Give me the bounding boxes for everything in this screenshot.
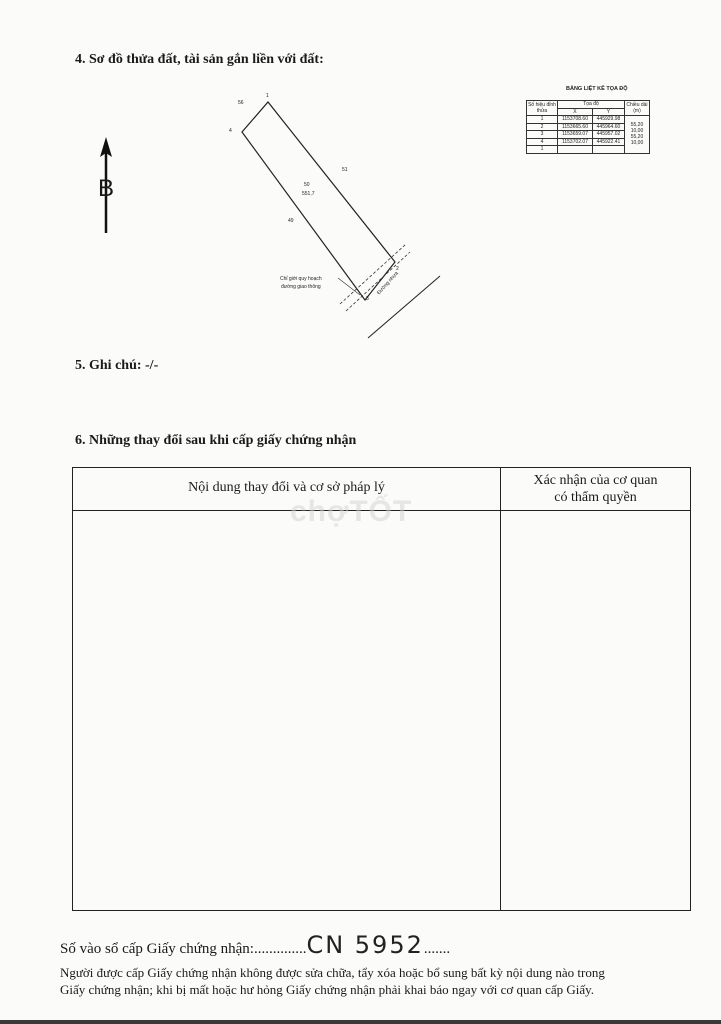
length-value: 55,20	[630, 134, 644, 141]
planning-note-line2: đường giao thông	[280, 284, 321, 290]
confirm-header-line1: Xác nhận của cơ quan	[533, 473, 658, 488]
length-value: 10,00	[630, 140, 644, 147]
section5-title: 5. Ghi chú: -/-	[75, 358, 159, 373]
footer-note-line2: Giấy chứng nhận; khi bị mất hoặc hư hỏng Giấy chứng nhận phải khai báo ngay với cơ quan cấp Giấy.	[60, 982, 595, 997]
coord-x: 1153659.07	[558, 131, 593, 139]
footer-note	[60, 964, 710, 998]
coord-header-x: X	[558, 108, 593, 116]
changes-table	[72, 467, 691, 911]
coord-x	[558, 146, 593, 154]
registry-dots-after: .......	[423, 941, 451, 957]
registry-line	[60, 931, 450, 959]
coord-table	[526, 100, 650, 154]
section6-title: 6. Những thay đổi sau khi cấp giấy chứng nhận	[75, 433, 357, 448]
road-edge-line	[368, 276, 440, 338]
coord-y: 445957.02	[592, 131, 624, 139]
coord-y: 445922.41	[592, 138, 624, 146]
north-label: B	[98, 175, 115, 202]
neighbor-49-label: 49	[288, 218, 294, 224]
registry-number: CN 5952	[306, 931, 424, 959]
coord-x: 1153702.07	[558, 138, 593, 146]
coord-table-title: BẢNG LIỆT KÊ TỌA ĐỘ	[566, 86, 628, 92]
neighbor-56-label: 56	[238, 100, 244, 106]
corner-1-label: 1	[266, 93, 269, 99]
planning-note-line1: Chỉ giới quy hoạch	[280, 276, 322, 282]
coord-y: 445964.60	[592, 123, 624, 131]
coord-x: 1153665.60	[558, 123, 593, 131]
parcel-number: 50	[304, 182, 310, 188]
watermark-logo: chợTỐT	[290, 495, 413, 528]
parcel-area: 551,7	[302, 191, 315, 197]
coord-y	[592, 146, 624, 154]
coord-point: 1	[527, 116, 558, 124]
scan-edge	[0, 1020, 721, 1024]
coord-y: 445929.98	[592, 116, 624, 124]
changes-column-divider	[500, 468, 501, 910]
parcel-outline	[242, 102, 395, 300]
coord-point: 3	[527, 131, 558, 139]
section4-title: 4. Sơ đồ thửa đất, tài sản gắn liền với đất:	[75, 52, 324, 67]
coord-header-point: Số hiệu đỉnh thửa	[528, 101, 556, 114]
table-row	[527, 116, 650, 124]
parcel-map	[220, 90, 450, 345]
confirm-header-line2: có thẩm quyền	[554, 490, 637, 505]
coord-lengths	[625, 116, 650, 154]
registry-label: Số vào sổ cấp Giấy chứng nhận:	[60, 941, 254, 957]
length-value: 55,20	[630, 121, 644, 128]
road-label: Đường nhựa	[376, 270, 400, 297]
corner-2-label: 2	[396, 266, 399, 272]
coord-point: 4	[527, 138, 558, 146]
neighbor-51-label: 51	[342, 167, 348, 173]
coord-point: 1	[527, 146, 558, 154]
coord-header-y: Y	[592, 108, 624, 116]
coord-header-length: Chiều dài (m)	[626, 101, 648, 114]
corner-3-label: 3	[366, 296, 369, 302]
corner-4-label: 4	[229, 128, 232, 134]
changes-col-content-header: Nội dung thay đổi và cơ sở pháp lý	[188, 480, 385, 495]
coord-header-coords: Tọa độ	[558, 101, 625, 109]
coord-point: 2	[527, 123, 558, 131]
length-value: 10,00	[630, 128, 644, 135]
changes-col-confirm-header	[501, 472, 690, 506]
planning-note	[280, 275, 322, 291]
footer-note-line1: Người được cấp Giấy chứng nhận không được sửa chữa, tẩy xóa hoặc bổ sung bất kỳ nội dung nào trong	[60, 965, 605, 980]
coord-x: 1153708.60	[558, 116, 593, 124]
registry-dots-before: ..............	[253, 941, 307, 957]
